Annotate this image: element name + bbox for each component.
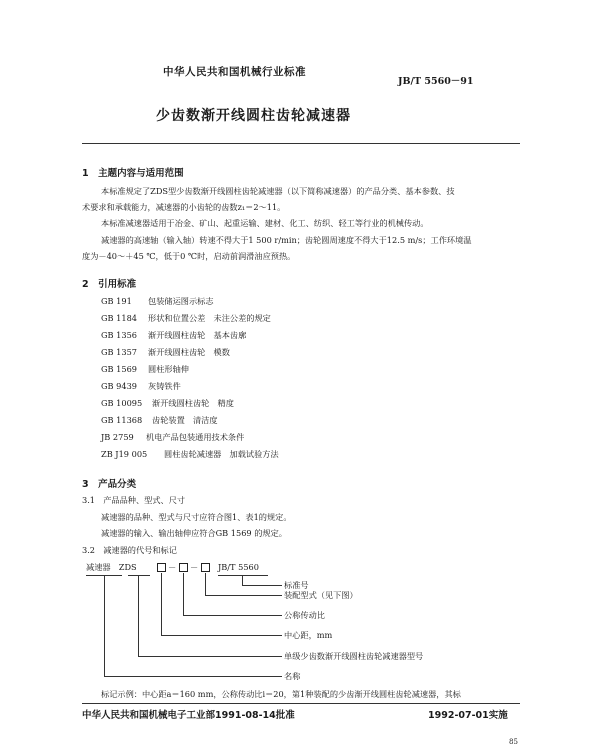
ref-code: GB 1569 <box>101 364 137 374</box>
code-separator: － <box>168 562 177 572</box>
ref-code: JB 2759 <box>101 432 134 442</box>
ref-name: 灰铸铁件 <box>148 381 181 391</box>
ref-name: 包装储运图示标志 <box>148 296 214 306</box>
leader-assembly-v <box>205 573 206 595</box>
leader-standard-h <box>242 585 282 586</box>
leader-name-v <box>104 576 105 676</box>
ref-name: 齿轮装置 清洁度 <box>152 415 218 425</box>
standard-underline <box>218 575 268 576</box>
label-reducer-model: 单级少齿数渐开线圆柱齿轮减速器型号 <box>284 651 424 661</box>
code-separator: － <box>190 562 199 572</box>
leader-center-distance-h <box>161 635 282 636</box>
leader-ratio-h <box>183 615 282 616</box>
ref-code: GB 9439 <box>101 381 137 391</box>
ref-code: GB 1356 <box>101 330 137 340</box>
footer-rule <box>82 703 520 704</box>
ref-code: GB 191 <box>101 296 132 306</box>
ref-code: GB 1357 <box>101 347 137 357</box>
label-center-distance: 中心距，mm <box>284 630 333 640</box>
ref-code: ZB J19 005 <box>101 449 148 459</box>
ref-code: GB 1184 <box>101 313 137 323</box>
approval-date: 中华人民共和国机械电子工业部1991-08-14批准 <box>82 710 295 721</box>
section-1-para2: 本标准减速器适用于冶金、矿山、起重运输、建材、化工、纺织、轻工等行业的机械传动。 <box>101 218 429 228</box>
label-assembly-type: 装配型式（见下图） <box>284 590 358 600</box>
section-3-heading: 3 产品分类 <box>82 479 137 490</box>
subsection-3-1-line1: 减速器的品种、型式与尺寸应符合图1、表1的规定。 <box>101 512 292 522</box>
code-standard: JB/T 5560 <box>218 562 259 572</box>
standard-number: JB/T 5560－91 <box>398 76 474 87</box>
ref-name: 圆柱齿轮减速器 加载试验方法 <box>164 449 279 459</box>
leader-assembly-h <box>205 595 282 596</box>
placeholder-box-ratio <box>179 563 188 572</box>
implementation-date: 1992-07-01实施 <box>428 710 508 721</box>
issuing-organization: 中华人民共和国机械行业标准 <box>163 66 306 78</box>
ref-code: GB 10095 <box>101 398 143 408</box>
placeholder-box-assembly <box>201 563 210 572</box>
page-number: 85 <box>509 738 518 746</box>
label-nominal-ratio: 公称传动比 <box>284 610 325 620</box>
document-title: 少齿数渐开线圆柱齿轮减速器 <box>156 108 351 124</box>
section-1-para1-line1: 本标准规定了ZDS型少齿数渐开线圆柱齿轮减速器（以下简称减速器）的产品分类、基本参数、技 <box>101 186 455 196</box>
ref-code: GB 11368 <box>101 415 143 425</box>
label-name: 名称 <box>284 671 301 681</box>
label-standard-no: 标准号 <box>284 580 309 590</box>
ref-name: 形状和位置公差 未注公差的规定 <box>148 313 271 323</box>
ref-name: 渐开线圆柱齿轮 模数 <box>148 347 230 357</box>
ref-name: 渐开线圆柱齿轮 精度 <box>152 398 234 408</box>
section-1-para3-line1: 减速器的高速轴（输入轴）转速不得大于1 500 r/min；齿轮圆周速度不得大于12.5 m/s；工作环境温 <box>101 235 472 245</box>
subsection-3-1-heading: 3.1 产品品种、型式、尺寸 <box>82 495 186 505</box>
leader-model-v <box>138 576 139 656</box>
ref-name: 机电产品包装通用技术条件 <box>146 432 245 442</box>
ref-name: 圆柱形轴伸 <box>148 364 189 374</box>
subsection-3-1-line2: 减速器的输入、输出轴伸应符合GB 1569 的规定。 <box>101 528 287 538</box>
section-1-heading: 1 主题内容与适用范围 <box>82 168 184 179</box>
section-1-para1-line2: 术要求和承载能力，减速器的小齿轮的齿数z₁＝2～11。 <box>82 202 286 212</box>
placeholder-box-center-distance <box>157 563 166 572</box>
leader-name-h <box>104 676 282 677</box>
title-rule <box>82 143 520 144</box>
subsection-3-2-heading: 3.2 减速器的代号和标记 <box>82 545 177 555</box>
code-prefix: 减速器 ZDS <box>86 562 137 572</box>
section-2-heading: 2 引用标准 <box>82 279 137 290</box>
leader-standard-v <box>242 576 243 585</box>
marking-example: 标记示例：中心距a＝160 mm，公称传动比i＝20，第1种装配的少齿渐开线圆柱齿轮减速器，其标 <box>101 689 461 699</box>
ref-name: 渐开线圆柱齿轮 基本齿廓 <box>148 330 247 340</box>
leader-ratio-v <box>183 573 184 615</box>
leader-model-h <box>138 656 282 657</box>
leader-center-distance-v <box>161 573 162 635</box>
section-1-para3-line2: 度为－40～＋45 ℃，低于0 ℃时，启动前润滑油应预热。 <box>82 251 296 261</box>
model-underline <box>128 575 150 576</box>
